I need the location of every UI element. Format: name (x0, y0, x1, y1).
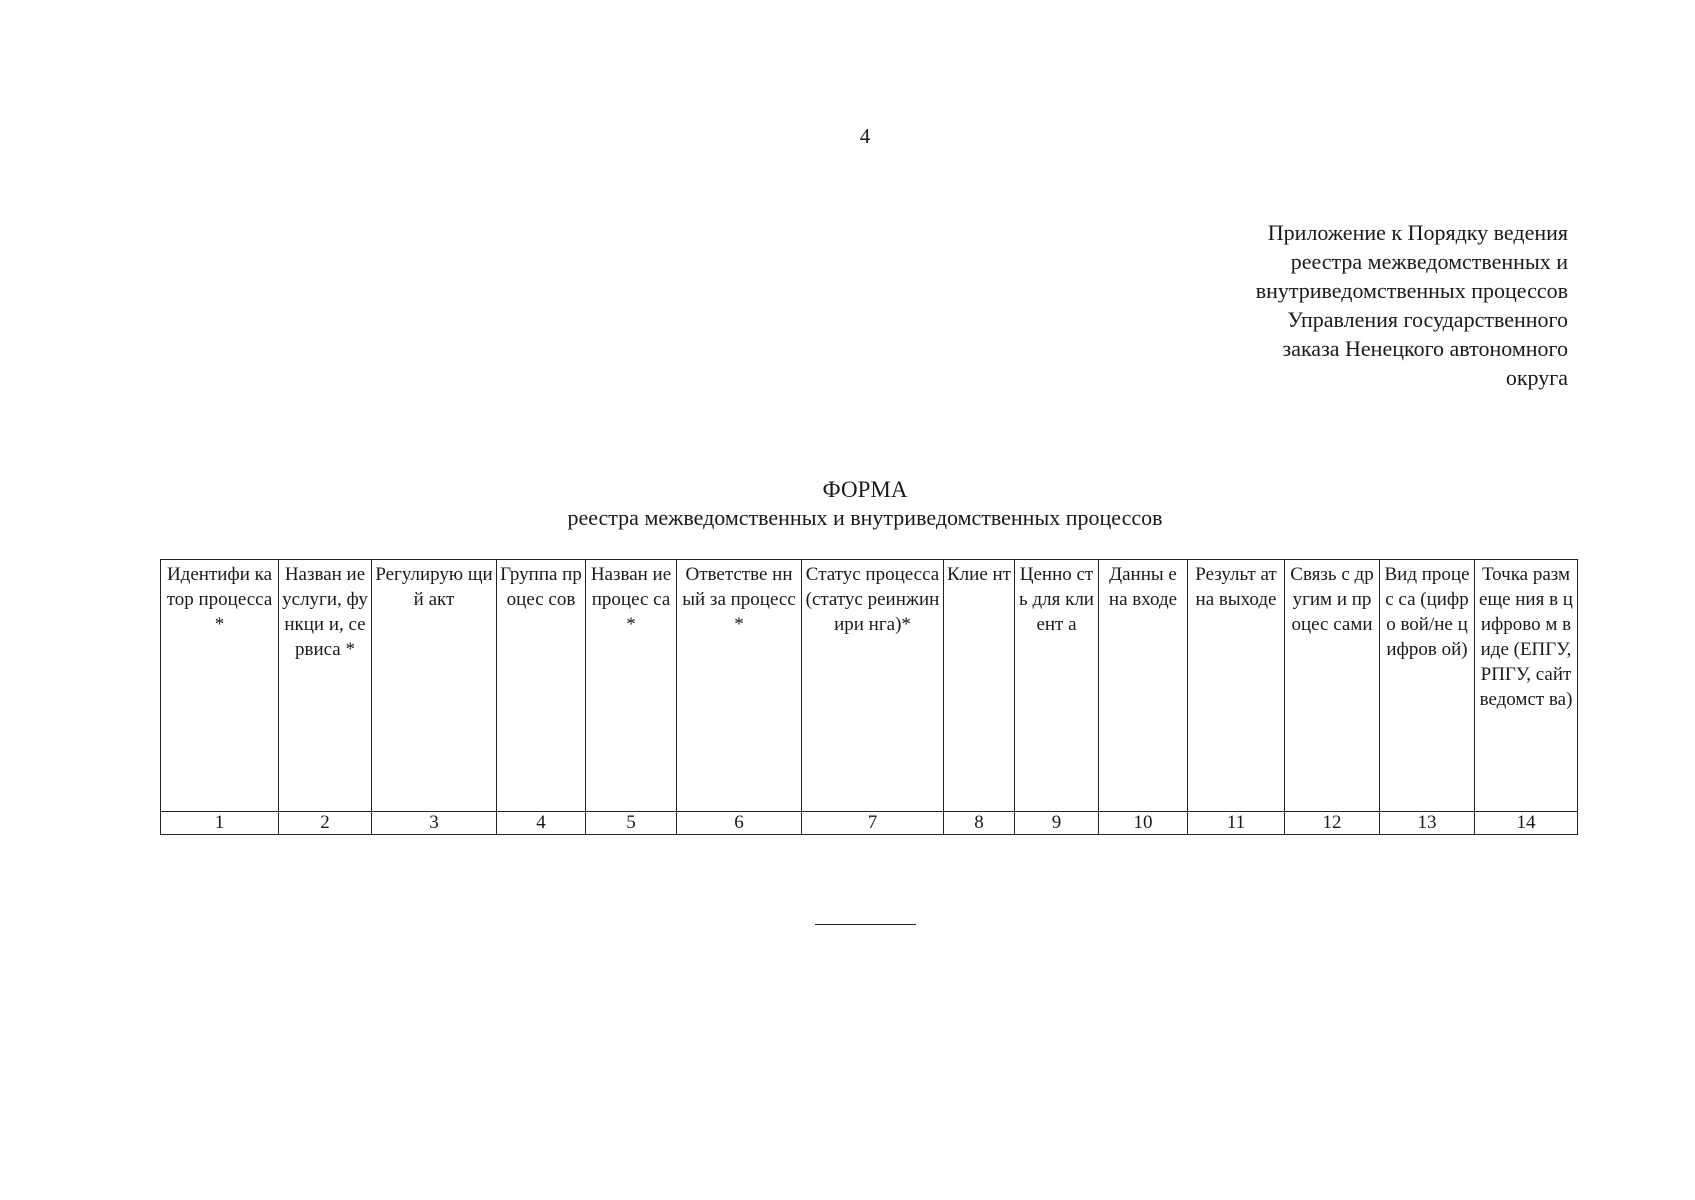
column-header: Вид процес са (цифро вой/не цифров ой) (1380, 560, 1475, 812)
table-number-row (161, 812, 1578, 835)
column-number: 9 (1015, 812, 1099, 835)
column-header: Назван ие услуги, функци и, сервиса * (279, 560, 372, 812)
column-number: 4 (497, 812, 586, 835)
column-header: Группа процес сов (497, 560, 586, 812)
column-header: Данны е на входе (1099, 560, 1188, 812)
column-header: Регулирую щий акт (372, 560, 497, 812)
appendix-caption (1148, 218, 1568, 392)
column-number: 14 (1475, 812, 1578, 835)
column-header: Ответстве нный за процесс* (677, 560, 802, 812)
column-number: 6 (677, 812, 802, 835)
table-header-row (161, 560, 1578, 812)
closing-divider (815, 924, 916, 925)
column-number: 11 (1188, 812, 1285, 835)
column-header: Точка размеще ния в цифрово м виде (ЕПГУ, РПГУ, сайт ведомст ва) (1475, 560, 1578, 812)
column-header: Клие нт (944, 560, 1015, 812)
appendix-line: внутриведомственных процессов (1255, 278, 1568, 303)
appendix-line: заказа Ненецкого автономного (1282, 336, 1568, 361)
appendix-line: округа (1505, 365, 1568, 390)
column-header: Статус процесса (статус реинжинири нга)* (802, 560, 944, 812)
column-number: 13 (1380, 812, 1475, 835)
column-number: 2 (279, 812, 372, 835)
column-number: 7 (802, 812, 944, 835)
appendix-line: реестра межведомственных и (1290, 249, 1568, 274)
column-header: Связь с другим и процес сами (1285, 560, 1380, 812)
column-number: 12 (1285, 812, 1380, 835)
column-header: Идентифи катор процесса* (161, 560, 279, 812)
page-number: 4 (859, 124, 871, 148)
column-number: 5 (586, 812, 677, 835)
form-title-block (0, 476, 1695, 532)
registry-table (160, 559, 1578, 835)
column-number: 10 (1099, 812, 1188, 835)
form-subtitle: реестра межведомственных и внутриведомственных процессов (567, 505, 1163, 530)
appendix-line: Приложение к Порядку ведения (1267, 220, 1568, 245)
column-number: 8 (944, 812, 1015, 835)
form-title: ФОРМА (822, 477, 908, 502)
column-header: Назван ие процес са* (586, 560, 677, 812)
column-number: 3 (372, 812, 497, 835)
appendix-line: Управления государственного (1287, 307, 1568, 332)
column-header: Ценно сть для клиент а (1015, 560, 1099, 812)
column-header: Результ ат на выходе (1188, 560, 1285, 812)
column-number: 1 (161, 812, 279, 835)
